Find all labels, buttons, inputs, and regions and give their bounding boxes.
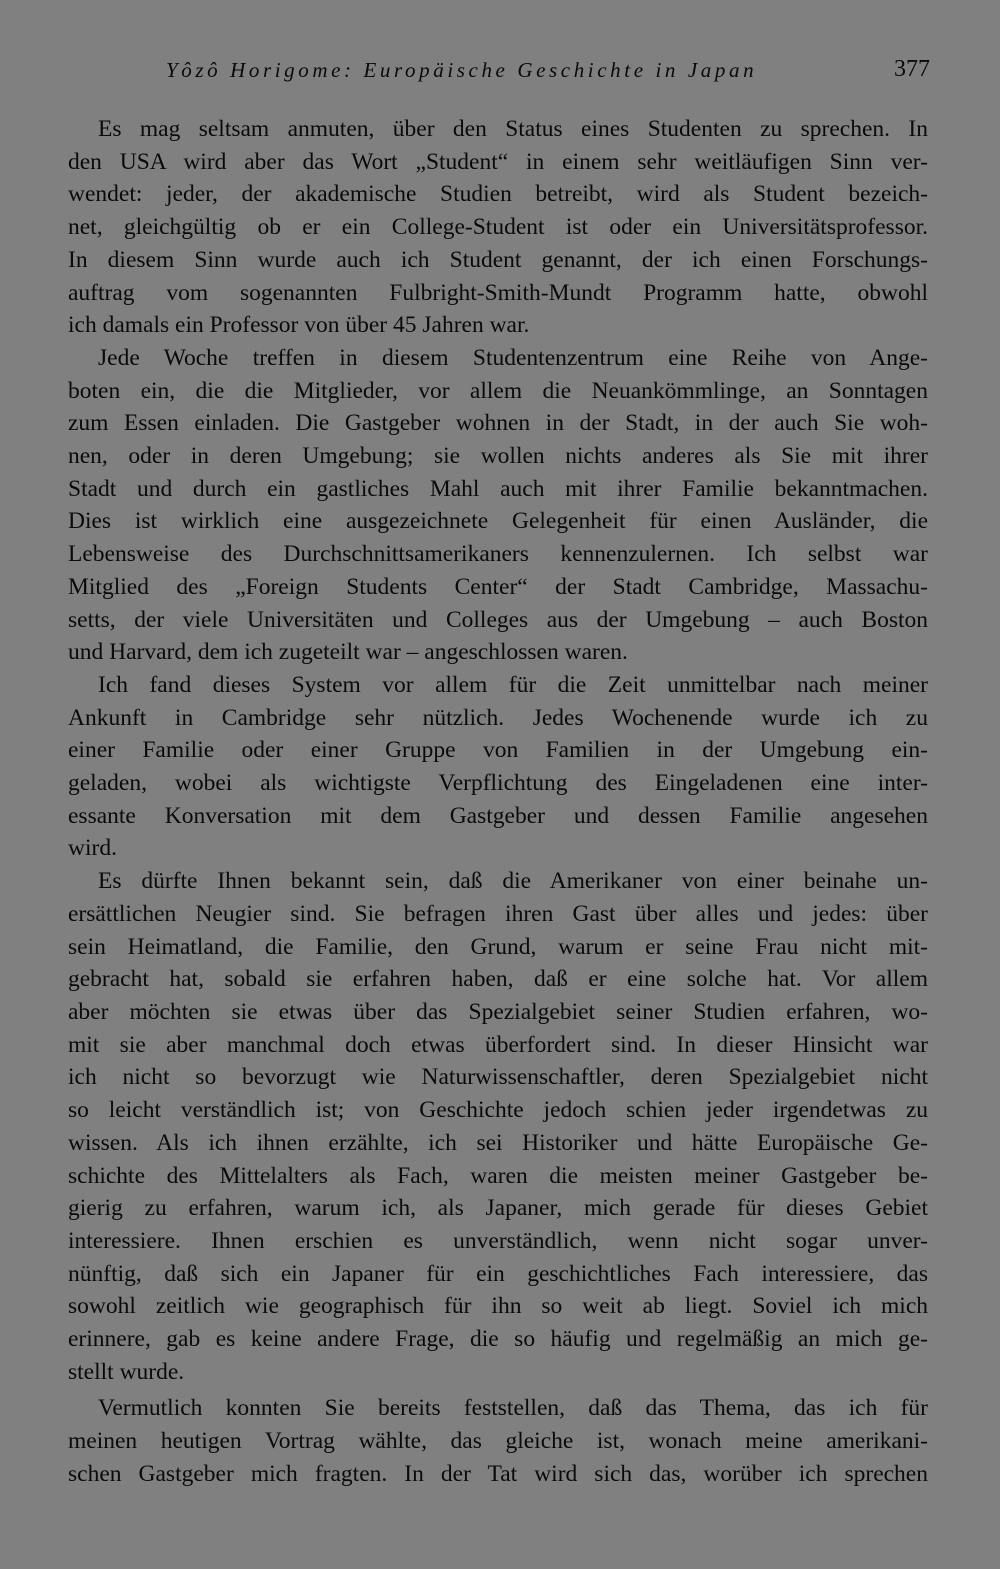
page-number: 377 bbox=[894, 56, 930, 82]
text-line: nünftig, daß sich ein Japaner für ein geschichtliches Fach interessiere, das bbox=[68, 1260, 928, 1287]
text-line: sein Heimatland, die Familie, den Grund, warum er seine Frau nicht mit- bbox=[68, 933, 928, 960]
text-line: interessiere. Ihnen erschien es unverständlich, wenn nicht sogar unver- bbox=[68, 1227, 928, 1254]
text-line: essante Konversation mit dem Gastgeber und dessen Familie angesehen bbox=[68, 802, 928, 829]
text-line: meinen heutigen Vortrag wählte, das gleiche ist, wonach meine amerikani- bbox=[68, 1428, 928, 1455]
text-line: Lebensweise des Durchschnittsamerikaners kennenzulernen. Ich selbst war bbox=[68, 541, 928, 568]
text-line: und Harvard, dem ich zugeteilt war – angeschlossen waren. bbox=[68, 639, 628, 666]
running-title: Yôzô Horigome: Europäische Geschichte in Japan bbox=[166, 58, 758, 82]
text-line: Es mag seltsam anmuten, über den Status eines Studenten zu sprechen. In bbox=[98, 116, 928, 142]
text-line: ich damals ein Professor von über 45 Jahren war. bbox=[68, 312, 530, 339]
text-line: den USA wird aber das Wort „Student“ in einem sehr weitläufigen Sinn ver- bbox=[68, 148, 928, 175]
text-line: setts, der viele Universitäten und Colleges aus der Umgebung – auch Boston bbox=[68, 606, 928, 633]
paragraph bbox=[68, 669, 928, 865]
text-line: wird. bbox=[68, 835, 117, 862]
text-line: so leicht verständlich ist; von Geschichte jedoch schien jeder irgendetwas zu bbox=[68, 1097, 928, 1124]
text-line: nen, oder in deren Umgebung; sie wollen nichts anderes als Sie mit ihrer bbox=[68, 443, 928, 470]
text-line: ersättlichen Neugier sind. Sie befragen ihren Gast über alles und jedes: über bbox=[68, 900, 928, 927]
text-line: erinnere, gab es keine andere Frage, die so häufig und regelmäßig an mich ge- bbox=[68, 1326, 928, 1353]
text-line: einer Familie oder einer Gruppe von Familien in der Umgebung ein- bbox=[68, 737, 928, 764]
text-line: Ich fand dieses System vor allem für die Zeit unmittelbar nach meiner bbox=[98, 671, 928, 698]
text-line: mit sie aber manchmal doch etwas überfordert sind. In dieser Hinsicht war bbox=[68, 1031, 928, 1058]
text-line: auftrag vom sogenannten Fulbright-Smith-Mundt Programm hatte, obwohl bbox=[68, 279, 928, 306]
paragraph bbox=[68, 342, 928, 669]
text-line: gebracht hat, sobald sie erfahren haben, daß er eine solche hat. Vor allem bbox=[68, 966, 928, 993]
text-line: net, gleichgültig ob er ein College-Student ist oder ein Universitätsprofessor. bbox=[68, 214, 928, 241]
text-line: gierig zu erfahren, warum ich, als Japaner, mich gerade für dieses Gebiet bbox=[68, 1195, 928, 1222]
text-line: Ankunft in Cambridge sehr nützlich. Jedes Wochenende wurde ich zu bbox=[68, 704, 928, 731]
text-line: aber möchten sie etwas über das Spezialgebiet seiner Studien erfahren, wo- bbox=[68, 998, 928, 1025]
page-header bbox=[68, 52, 930, 92]
text-line: Vermutlich konnten Sie bereits feststellen, daß das Thema, das ich für bbox=[98, 1395, 928, 1422]
paragraph bbox=[68, 1392, 928, 1490]
text-line: Stadt und durch ein gastliches Mahl auch mit ihrer Familie bekanntmachen. bbox=[68, 475, 928, 502]
text-line: stellt wurde. bbox=[68, 1358, 185, 1385]
text-line: zum Essen einladen. Die Gastgeber wohnen in der Stadt, in der auch Sie woh- bbox=[68, 410, 928, 437]
text-line: wissen. Als ich ihnen erzählte, ich sei Historiker und hätte Europäische Ge- bbox=[68, 1129, 928, 1156]
text-line: Mitglied des „Foreign Students Center“ der Stadt Cambridge, Massachu- bbox=[68, 573, 928, 600]
text-line: sowohl zeitlich wie geographisch für ihn so weit ab liegt. Soviel ich mich bbox=[68, 1293, 928, 1320]
paragraph bbox=[68, 865, 928, 1388]
text-line: schichte des Mittelalters als Fach, waren die meisten meiner Gastgeber be- bbox=[68, 1162, 928, 1189]
text-line: Jede Woche treffen in diesem Studentenzentrum eine Reihe von Ange- bbox=[98, 344, 928, 371]
text-line: Dies ist wirklich eine ausgezeichnete Gelegenheit für einen Ausländer, die bbox=[68, 508, 928, 535]
text-line: ich nicht so bevorzugt wie Naturwissenschaftler, deren Spezialgebiet nicht bbox=[68, 1064, 928, 1091]
text-line: Es dürfte Ihnen bekannt sein, daß die Amerikaner von einer beinahe un- bbox=[98, 868, 928, 895]
text-line: geladen, wobei als wichtigste Verpflichtung des Eingeladenen eine inter- bbox=[68, 770, 928, 797]
body-text bbox=[68, 113, 928, 1491]
text-line: boten ein, die die Mitglieder, vor allem die Neuankömmlinge, an Sonntagen bbox=[68, 377, 928, 404]
text-line: wendet: jeder, der akademische Studien betreibt, wird als Student bezeich- bbox=[68, 181, 928, 208]
text-line: In diesem Sinn wurde auch ich Student genannt, der ich einen Forschungs- bbox=[68, 246, 928, 273]
paragraph bbox=[68, 113, 928, 342]
text-line: schen Gastgeber mich fragten. In der Tat wird sich das, worüber ich sprechen bbox=[68, 1460, 928, 1487]
